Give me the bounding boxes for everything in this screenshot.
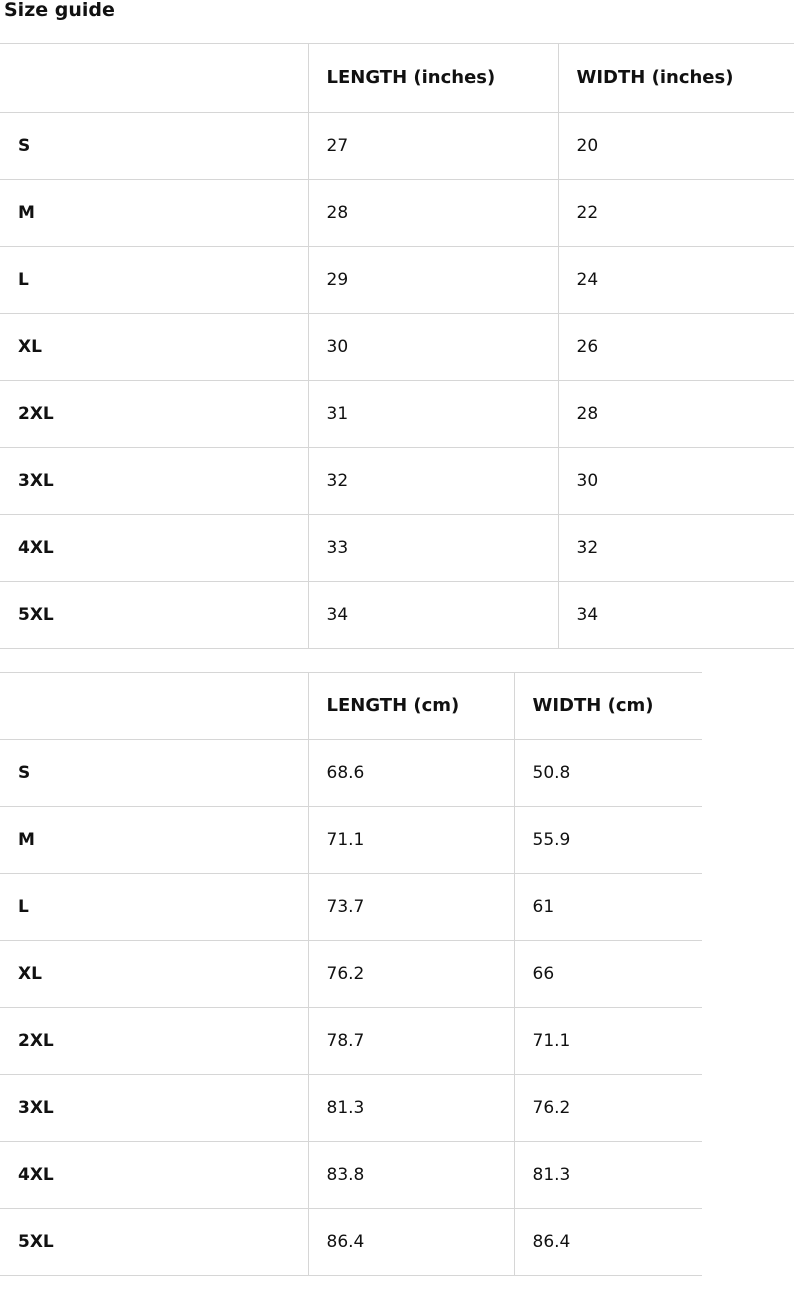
table-row bbox=[0, 806, 702, 873]
row-header-size: M bbox=[0, 179, 308, 246]
cell-width: 34 bbox=[558, 581, 794, 648]
cell-length: 27 bbox=[308, 112, 558, 179]
cell-length: 29 bbox=[308, 246, 558, 313]
cell-width: 30 bbox=[558, 447, 794, 514]
cell-width: 20 bbox=[558, 112, 794, 179]
table-row bbox=[0, 1141, 702, 1208]
row-header-size: 4XL bbox=[0, 1141, 308, 1208]
cell-length: 71.1 bbox=[308, 806, 514, 873]
table-body-cm bbox=[0, 739, 702, 1275]
cell-width: 81.3 bbox=[514, 1141, 702, 1208]
cell-width: 50.8 bbox=[514, 739, 702, 806]
column-header-length: LENGTH (cm) bbox=[308, 672, 514, 739]
size-table-cm bbox=[0, 672, 702, 1276]
row-header-size: XL bbox=[0, 940, 308, 1007]
cell-width: 55.9 bbox=[514, 806, 702, 873]
table-row bbox=[0, 940, 702, 1007]
cell-length: 28 bbox=[308, 179, 558, 246]
row-header-size: L bbox=[0, 873, 308, 940]
table-header-inches bbox=[0, 43, 794, 112]
table-row bbox=[0, 447, 794, 514]
cell-width: 22 bbox=[558, 179, 794, 246]
row-header-size: 5XL bbox=[0, 1208, 308, 1275]
table-row bbox=[0, 514, 794, 581]
table-row bbox=[0, 1074, 702, 1141]
table-row bbox=[0, 179, 794, 246]
table-header-cm bbox=[0, 672, 702, 739]
cell-length: 76.2 bbox=[308, 940, 514, 1007]
row-header-size: 4XL bbox=[0, 514, 308, 581]
table-row bbox=[0, 112, 794, 179]
column-header-size bbox=[0, 43, 308, 112]
row-header-size: 3XL bbox=[0, 1074, 308, 1141]
row-header-size: 3XL bbox=[0, 447, 308, 514]
cell-length: 78.7 bbox=[308, 1007, 514, 1074]
cell-length: 32 bbox=[308, 447, 558, 514]
table-row bbox=[0, 1007, 702, 1074]
table-row bbox=[0, 739, 702, 806]
cell-length: 81.3 bbox=[308, 1074, 514, 1141]
cell-length: 31 bbox=[308, 380, 558, 447]
table-row bbox=[0, 1208, 702, 1275]
cell-length: 83.8 bbox=[308, 1141, 514, 1208]
row-header-size: M bbox=[0, 806, 308, 873]
cell-length: 30 bbox=[308, 313, 558, 380]
page-title: Size guide bbox=[4, 0, 115, 21]
cell-width: 32 bbox=[558, 514, 794, 581]
table-row bbox=[0, 246, 794, 313]
row-header-size: S bbox=[0, 739, 308, 806]
row-header-size: 2XL bbox=[0, 1007, 308, 1074]
column-header-size bbox=[0, 672, 308, 739]
row-header-size: XL bbox=[0, 313, 308, 380]
row-header-size: 2XL bbox=[0, 380, 308, 447]
cell-length: 86.4 bbox=[308, 1208, 514, 1275]
table-row bbox=[0, 873, 702, 940]
table-header-row bbox=[0, 672, 702, 739]
size-table-inches bbox=[0, 43, 794, 649]
table-row bbox=[0, 313, 794, 380]
cell-width: 61 bbox=[514, 873, 702, 940]
cell-length: 73.7 bbox=[308, 873, 514, 940]
column-header-width: WIDTH (cm) bbox=[514, 672, 702, 739]
row-header-size: 5XL bbox=[0, 581, 308, 648]
cell-width: 28 bbox=[558, 380, 794, 447]
table-row bbox=[0, 581, 794, 648]
cell-length: 68.6 bbox=[308, 739, 514, 806]
cell-width: 24 bbox=[558, 246, 794, 313]
column-header-width: WIDTH (inches) bbox=[558, 43, 794, 112]
table-body-inches bbox=[0, 112, 794, 648]
row-header-size: S bbox=[0, 112, 308, 179]
cell-length: 33 bbox=[308, 514, 558, 581]
cell-length: 34 bbox=[308, 581, 558, 648]
cell-width: 71.1 bbox=[514, 1007, 702, 1074]
table-row bbox=[0, 380, 794, 447]
cell-width: 76.2 bbox=[514, 1074, 702, 1141]
cell-width: 86.4 bbox=[514, 1208, 702, 1275]
cell-width: 26 bbox=[558, 313, 794, 380]
table-header-row bbox=[0, 43, 794, 112]
row-header-size: L bbox=[0, 246, 308, 313]
cell-width: 66 bbox=[514, 940, 702, 1007]
cm-table-container bbox=[0, 649, 794, 1276]
column-header-length: LENGTH (inches) bbox=[308, 43, 558, 112]
